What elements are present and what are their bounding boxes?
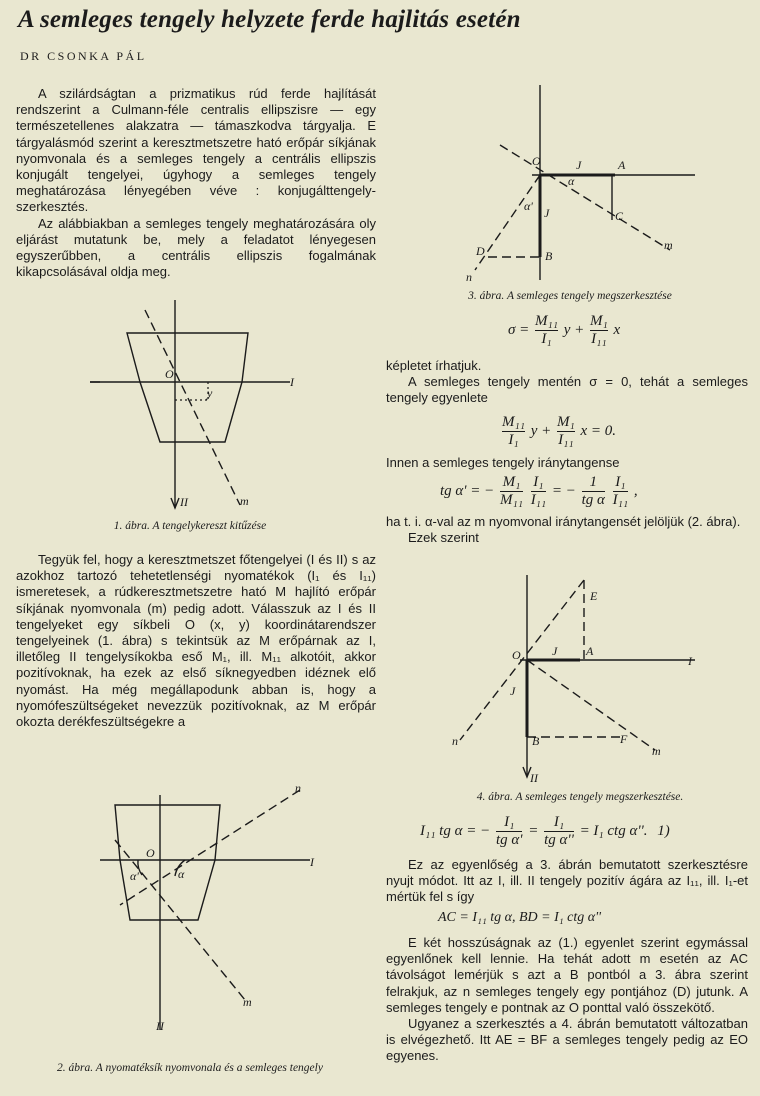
label-I: I (310, 855, 314, 869)
label-alpha-prime: α' (524, 199, 533, 213)
label-A: A (618, 158, 626, 172)
figure-4 (440, 575, 700, 785)
label-II: II (156, 1019, 164, 1033)
label-O: O (532, 154, 541, 168)
left-body (16, 552, 376, 730)
author-name: DR CSONKA PÁL (20, 49, 147, 63)
figure-4-caption: 4. ábra. A semleges tengely megszerkesztése. (476, 791, 684, 803)
text-ez-az: Ez az egyenlőség a 3. ábrán bemutatott szerkesztésre nyujt módot. Itt az I, ill. II tengely pozitív ágára az I₁₁, ill. I₁-et mértük fel s így (386, 857, 748, 905)
right-text-2 (386, 455, 748, 471)
label-m: m (240, 494, 249, 508)
label-n: n (295, 781, 301, 795)
label-m: m (652, 744, 661, 758)
figure-1-caption: 1. ábra. A tengelykereszt kitűzése (113, 520, 267, 532)
formula-3: tg α' = − $\frac{\text{M₁}}{\text{M₁₁}}$ $\frac{\text{I₁}}{\text{I₁₁}}$ = − $\frac{1}{\text{tg α}}$ $\frac{\text{I₁}}{\text{I₁₁}}$ , (440, 474, 638, 508)
label-m: m (243, 995, 252, 1009)
trace-m (500, 145, 670, 250)
label-E: E (590, 589, 598, 603)
text-ezek: Ezek szerint (408, 530, 479, 546)
label-alpha: α (568, 174, 575, 188)
neutral-axis-n (475, 175, 540, 270)
paragraph-3: Tegyük fel, hogy a keresztmetszet főtengelyei (I és II) s az azokhoz tartozó tehetetlenségi nyomatékok (I₁ és I₁₁) ismeretesek, a rúdkeresztmetszetre ható M hajlító erőpár síkjának nyomvonala (m) pedig adott. Válasszuk az I és II tengelyeket egy síkbeli O (x, y) koordinátarendszer tengelyeinek (1. ábra) s tekintsük az M erőpárnak az I, illetőleg II tengelysíkokba eső M₁, ill. M₁₁ alkotóit, akkor pozitívoknak, ha ezek az első síknegyedben idéznek elő nyomást. Ha még megállapodunk abban is, hogy a nyomófeszültségeket nevezzük pozitívoknak, az M erőpár okozta derékfeszültségekre a (16, 552, 376, 730)
paragraph-1: A szilárdságtan a prizmatikus rúd ferde hajlítását rendszerint a Culmann-féle centralis ellipszisre — egy természetellenes alakzatra — támaszkodva tárgyalja. E tárgyalásmód szerint a keresztmetszetre ható erőpár síkjának nyomvonala és a semleges tengely a centrális ellipszis konjugált tengelyei, úgyhogy a semleges tengely meghatározása lényegében véve : konjugálttengely-szerkesztés. (16, 86, 376, 215)
label-B: B (545, 249, 553, 263)
label-JII: J (552, 644, 558, 658)
formula-4: I₁₁ tg α = − $\frac{\text{I₁}}{\text{tg α'}}$ = $\frac{\text{I₁}}{\text{tg α''}}$ = I₁ ctg α''. 1) (420, 814, 670, 848)
paragraph-2: Az alábbiakban a semleges tengely meghatározására oly eljárást mutatunk be, mely a feladatot lényegesen egyszerűbben, a centrális ellipszis fogalmának kikapcsolásával oldja meg. (16, 215, 376, 280)
figure-1 (90, 300, 330, 510)
figure-3 (440, 85, 700, 285)
label-y: y (207, 386, 213, 400)
cross-section (127, 333, 248, 442)
right-text-5 (386, 935, 748, 1065)
left-intro (16, 86, 376, 280)
figure-3-caption: 3. ábra. A semleges tengely megszerkesztése (468, 290, 672, 302)
text-innen: Innen a semleges tengely iránytangense (386, 455, 620, 470)
right-text-3 (386, 514, 748, 546)
figure-2-caption: 2. ábra. A nyomatéksík nyomvonala és a semleges tengely (57, 1062, 323, 1074)
right-text-4 (386, 857, 748, 906)
label-JII: J (576, 158, 582, 172)
text-e-ket: E két hosszúságnak az (1.) egyenlet szerint egymással egyenlőnek kell lennie. Ha tehát adott m esetén az AC távolságot lemérjük s azt a B pontból a 3. ábra szerint felrakjuk, az n semleges tengely egy pontjához (D) jutunk. A semleges tengely e pontnak az O ponttal való összekötő. (386, 935, 748, 1015)
formula-1: σ = $\frac{\text{M₁₁}}{\text{I₁}}$ y + $\frac{\text{M₁}}{\text{I₁₁}}$ x (508, 313, 621, 347)
cross-section (115, 805, 220, 920)
label-alpha: α (178, 867, 185, 881)
equation-number: 1) (657, 822, 670, 839)
right-text-1 (386, 358, 748, 407)
label-D: D (476, 244, 485, 258)
text-ha: ha t. i. α-val az m nyomvonal iránytangensét jelöljük (2. ábra). (386, 514, 741, 529)
label-JI: J (510, 684, 516, 698)
formula-2: $\frac{\text{M₁₁}}{\text{I₁}}$ y + $\frac{\text{M₁}}{\text{I₁₁}}$ x = 0. (502, 414, 616, 448)
formula-5: AC = I₁₁ tg α, BD = I₁ ctg α'' (438, 910, 602, 925)
text-semleges: A semleges tengely mentén σ = 0, tehát a semleges tengely egyenlete (386, 374, 748, 406)
label-A: A (586, 644, 594, 658)
label-C: C (615, 209, 624, 223)
figure-2 (100, 780, 330, 1035)
label-JI: J (544, 206, 550, 220)
label-O: O (146, 846, 155, 860)
label-O: O (512, 648, 521, 662)
label-I: I (290, 375, 294, 389)
label-n: n (466, 270, 472, 284)
label-O: O (165, 367, 174, 381)
trace-m (145, 310, 240, 505)
label-F: F (620, 732, 628, 746)
text-ugyanez: Ugyanez a szerkesztés a 4. ábrán bemutatott változatban is elvégezhető. Itt AE = BF a semleges tengely pedig az EO egyenes. (386, 1016, 748, 1064)
text-kepletet: képletet írhatjuk. (386, 358, 482, 373)
article-title: A semleges tengely helyzete ferde hajlitás esetén (18, 6, 521, 33)
label-alpha-prime: α' (130, 869, 139, 883)
label-II: II (530, 771, 538, 785)
label-n: n (452, 734, 458, 748)
label-I: I (688, 654, 692, 668)
label-m: m (664, 238, 673, 252)
label-B: B (532, 734, 540, 748)
label-II: II (180, 495, 188, 509)
